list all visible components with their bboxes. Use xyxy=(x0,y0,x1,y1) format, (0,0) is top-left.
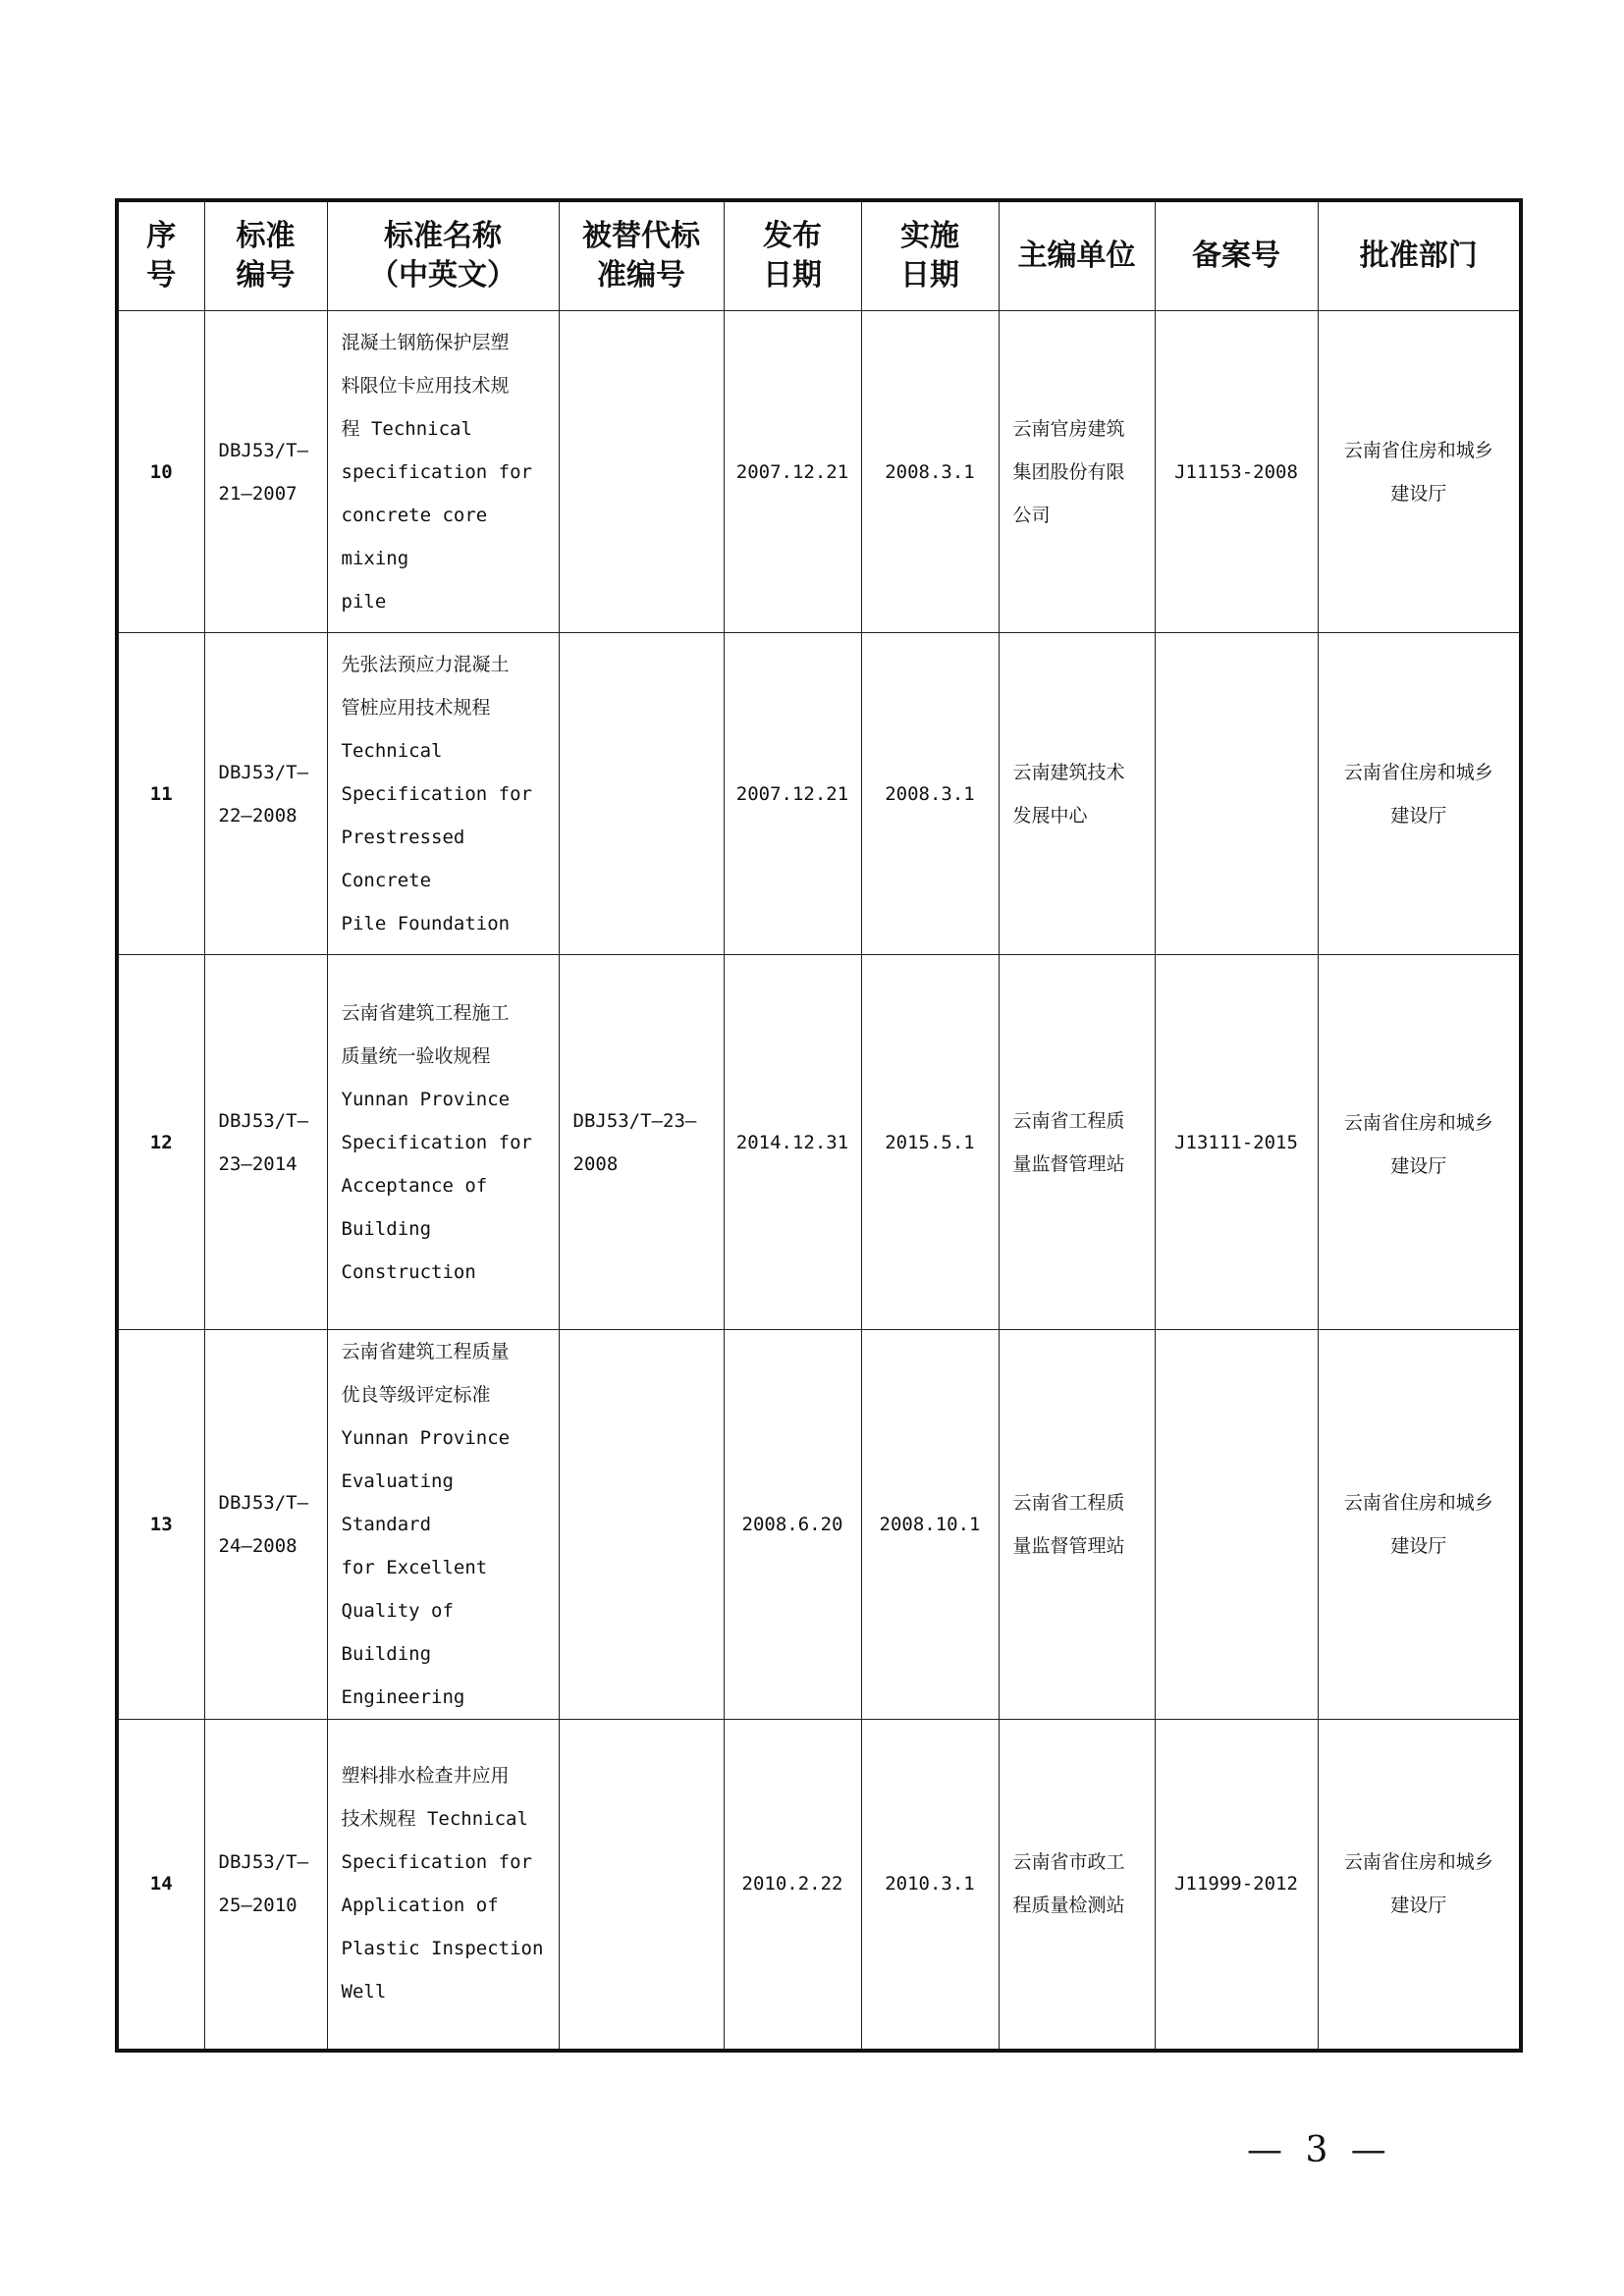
approval-dept: 云南省住房和城乡 建设厅 xyxy=(1318,311,1521,633)
header-dept: 批准部门 xyxy=(1318,200,1521,311)
standard-code: DBJ53/T— 23—2014 xyxy=(204,955,327,1330)
implement-date: 2008.3.1 xyxy=(861,311,999,633)
publish-date: 2007.12.21 xyxy=(724,633,861,955)
publish-date: 2014.12.31 xyxy=(724,955,861,1330)
editor-org: 云南建筑技术 发展中心 xyxy=(999,633,1155,955)
header-row xyxy=(117,200,1521,311)
record-number: J11153-2008 xyxy=(1155,311,1318,633)
editor-org: 云南省市政工 程质量检测站 xyxy=(999,1720,1155,2051)
publish-date: 2010.2.22 xyxy=(724,1720,861,2051)
record-number xyxy=(1155,633,1318,955)
standard-name: 塑料排水检查井应用 技术规程 Technical Specification for Application of Plastic Inspection Well xyxy=(327,1720,559,2051)
publish-date: 2007.12.21 xyxy=(724,311,861,633)
header-replaced: 被替代标 准编号 xyxy=(559,200,724,311)
replaced-code xyxy=(559,1330,724,1720)
approval-dept: 云南省住房和城乡 建设厅 xyxy=(1318,633,1521,955)
approval-dept: 云南省住房和城乡 建设厅 xyxy=(1318,955,1521,1330)
row-number: 13 xyxy=(117,1330,204,1720)
table-row xyxy=(117,1720,1521,2051)
table-row xyxy=(117,311,1521,633)
standard-name: 混凝土钢筋保护层塑 料限位卡应用技术规 程 Technical specification for concrete core mixing pile xyxy=(327,311,559,633)
page-number: — 3 — xyxy=(1247,2130,1392,2170)
standard-code: DBJ53/T— 22—2008 xyxy=(204,633,327,955)
record-number: J11999-2012 xyxy=(1155,1720,1318,2051)
editor-org: 云南省工程质 量监督管理站 xyxy=(999,1330,1155,1720)
standard-name: 先张法预应力混凝土 管桩应用技术规程 Technical Specification for Prestressed Concrete Pile Foundation xyxy=(327,633,559,955)
replaced-code: DBJ53/T—23— 2008 xyxy=(559,955,724,1330)
standard-code: DBJ53/T— 24—2008 xyxy=(204,1330,327,1720)
implement-date: 2008.3.1 xyxy=(861,633,999,955)
table-header xyxy=(117,200,1521,311)
table-row xyxy=(117,1330,1521,1720)
standard-name: 云南省建筑工程施工 质量统一验收规程 Yunnan Province Specification for Acceptance of Building Construction xyxy=(327,955,559,1330)
standard-code: DBJ53/T— 21—2007 xyxy=(204,311,327,633)
implement-date: 2008.10.1 xyxy=(861,1330,999,1720)
header-no: 序 号 xyxy=(117,200,204,311)
header-record: 备案号 xyxy=(1155,200,1318,311)
record-number xyxy=(1155,1330,1318,1720)
row-number: 10 xyxy=(117,311,204,633)
header-code: 标准 编号 xyxy=(204,200,327,311)
row-number: 14 xyxy=(117,1720,204,2051)
implement-date: 2010.3.1 xyxy=(861,1720,999,2051)
header-org: 主编单位 xyxy=(999,200,1155,311)
table-body xyxy=(117,311,1521,2051)
replaced-code xyxy=(559,311,724,633)
header-name: 标准名称 （中英文） xyxy=(327,200,559,311)
header-implement-date: 实施 日期 xyxy=(861,200,999,311)
publish-date: 2008.6.20 xyxy=(724,1330,861,1720)
table-row xyxy=(117,955,1521,1330)
approval-dept: 云南省住房和城乡 建设厅 xyxy=(1318,1330,1521,1720)
header-publish-date: 发布 日期 xyxy=(724,200,861,311)
row-number: 11 xyxy=(117,633,204,955)
table-row xyxy=(117,633,1521,955)
standard-name: 云南省建筑工程质量 优良等级评定标准 Yunnan Province Evaluating Standard for Excellent Quality of Building Engineering xyxy=(327,1330,559,1720)
replaced-code xyxy=(559,1720,724,2051)
standards-table xyxy=(115,198,1523,2053)
approval-dept: 云南省住房和城乡 建设厅 xyxy=(1318,1720,1521,2051)
implement-date: 2015.5.1 xyxy=(861,955,999,1330)
editor-org: 云南省工程质 量监督管理站 xyxy=(999,955,1155,1330)
replaced-code xyxy=(559,633,724,955)
record-number: J13111-2015 xyxy=(1155,955,1318,1330)
standard-code: DBJ53/T— 25—2010 xyxy=(204,1720,327,2051)
row-number: 12 xyxy=(117,955,204,1330)
editor-org: 云南官房建筑 集团股份有限 公司 xyxy=(999,311,1155,633)
